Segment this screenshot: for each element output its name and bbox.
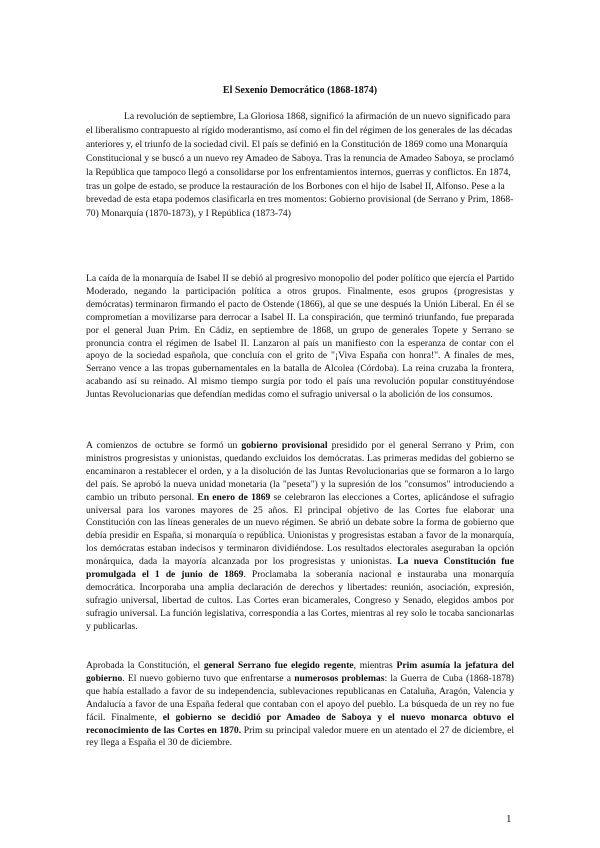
bold-prim-jefatura: Prim asumía la jefatura del gobierno	[86, 660, 514, 684]
bold-amadeo-saboya: el gobierno se decidió por Amadeo de Saboya y el nuevo monarca obtuvo el reconocimiento de las Cortes en 1870.	[86, 711, 514, 736]
text-span: Aprobada la Constitución, el	[86, 660, 204, 671]
text-span: , mientras	[353, 660, 397, 671]
paragraph-caida-monarquia: La caída de la monarquía de Isabel II se debió al progresivo monopolio del poder político que ejercía el Partido Moderado, negando la participación política a otros grupos. Finalmente, esos grupos (progresistas y demócratas) terminaron firmando el pacto de Ostende (1866), al que se une después la Unión Liberal. En él se comprometían a movilizarse para derrocar a Isabel II. La conspiración, que terminó triunfando, fue preparada por el general Juan Prim. En Cádiz, en septiembre de 1868, un grupo de generales Topete y Serrano se pronuncia contra el régimen de Isabel II. Lanzaron al país un manifiesto con la esperanza de contar con el apoyo de la sociedad española, que concluía con el grito de "¡Viva España con honra!". A finales de mes, Serrano vence a las tropas gubernamentales en la batalla de Alcolea (Córdoba). La reina cruzaba la frontera, acabando así su reinado. Al mismo tiempo surgía por todo el país una revolución popular constituyéndose Juntas Revolucionarias que defendían medidas como el sufragio universal o la abolición de los consumos.	[86, 273, 514, 401]
text-span: Prim su principal valedor muere en un atentado el 27 de diciembre, el rey llega a España el 30 de diciembre.	[86, 724, 515, 749]
bold-gobierno-provisional: gobierno provisional	[241, 440, 328, 451]
paragraph-regencia-serrano	[86, 660, 514, 750]
text-span: A comienzos de octubre se formó un	[86, 440, 242, 451]
bold-enero-1869: En enero de 1869	[197, 491, 271, 503]
text-span: . Proclamaba la soberanía nacional e instauraba una monarquía democrática. Incorporaba una amplia declaración de derechos y libertades: reunión, asociación, expresión, sufragio universal, libertad de cultos. Las Cortes eran bicamerales, Congreso y Senado, elegidos ambos por sufragio universal. La función legislativa, correspondía a las Cortes, mientras al rey solo le tocaba sancionarlas y publicarlas.	[86, 569, 514, 632]
bold-serrano-regente: general Serrano fue elegido regente	[203, 660, 354, 671]
bold-constitucion-1869: La nueva Constitución fue promulgada el 1 de junio de 1869	[86, 556, 514, 581]
paragraph-gobierno-provisional	[86, 440, 514, 634]
page-title: El Sexenio Democrático (1868-1874)	[222, 85, 378, 96]
text-span: : la Guerra de Cuba (1868-1878) que había estallado a favor de su independencia, sublevaciones republicanas en Cataluña, Aragón, Valencia y Andalucía a favor de una España federal que contaban con el apoyo del pueblo. La búsqueda de un rey no fue fácil. Finalmente,	[86, 672, 515, 723]
intro-paragraph: La revolución de septiembre, La Gloriosa 1868, significó la afirmación de un nuevo significado para el liberalismo contrapuesto al rígido moderantismo, así como el fin del régimen de los generales de las décadas anteriores y, el triunfo de la sociedad civil. El país se definió en la Constitución de 1869 como una Monarquía Constitucional y se buscó a un nuevo rey Amadeo de Saboya. Tras la renuncia de Amadeo Saboya, se proclamó la República que tampoco llegó a consolidarse por los enfrentamientos internos, guerras y conflictos. En 1874, tras un golpe de estado, se produce la restauración de los Borbones con el hijo de Isabel II, Alfonso. Pese a la brevedad de esta etapa podemos clasificarla en tres momentos: Gobierno provisional (de Serrano y Prim, 1868-70) Monarquía (1870-1873), y I República (1873-74)	[86, 111, 514, 220]
page-number: 1	[506, 813, 512, 825]
bold-numerosos-problemas: numerosos problemas	[294, 672, 385, 684]
text-span: . El nuevo gobierno tuvo que enfrentarse a	[122, 672, 295, 684]
text-span: presidido por el general Serrano y Prim, con ministros progresistas y unionistas, quedando excluidos los demócratas. Las primeras medidas del gobierno se encaminaron a restablecer el orden, y a la disolución de las Juntas Revolucionarias que se formaron a lo largo del país. Se aprobó la nueva unidad monetaria (la "peseta") y la supresión de los "consumos" introduciendo a cambio un tributo personal.	[86, 440, 514, 503]
text-span: se celebraron las elecciones a Cortes, aplicándose el sufragio universal para los varones mayores de 25 años. El principal objetivo de las Cortes fue elaborar una Constitución con las líneas generales de un nuevo régimen. Se abrió un debate sobre la forma de gobierno que debía presidir en España, si monarquía o república. Unionistas y progresistas estaban a favor de la monarquía, los demócratas estaban indecisos y terminaron dividiéndose. Los resultados electorales aseguraban la opción monárquica, dada la mayoría alcanzada por los progresistas y unionistas.	[86, 491, 514, 568]
